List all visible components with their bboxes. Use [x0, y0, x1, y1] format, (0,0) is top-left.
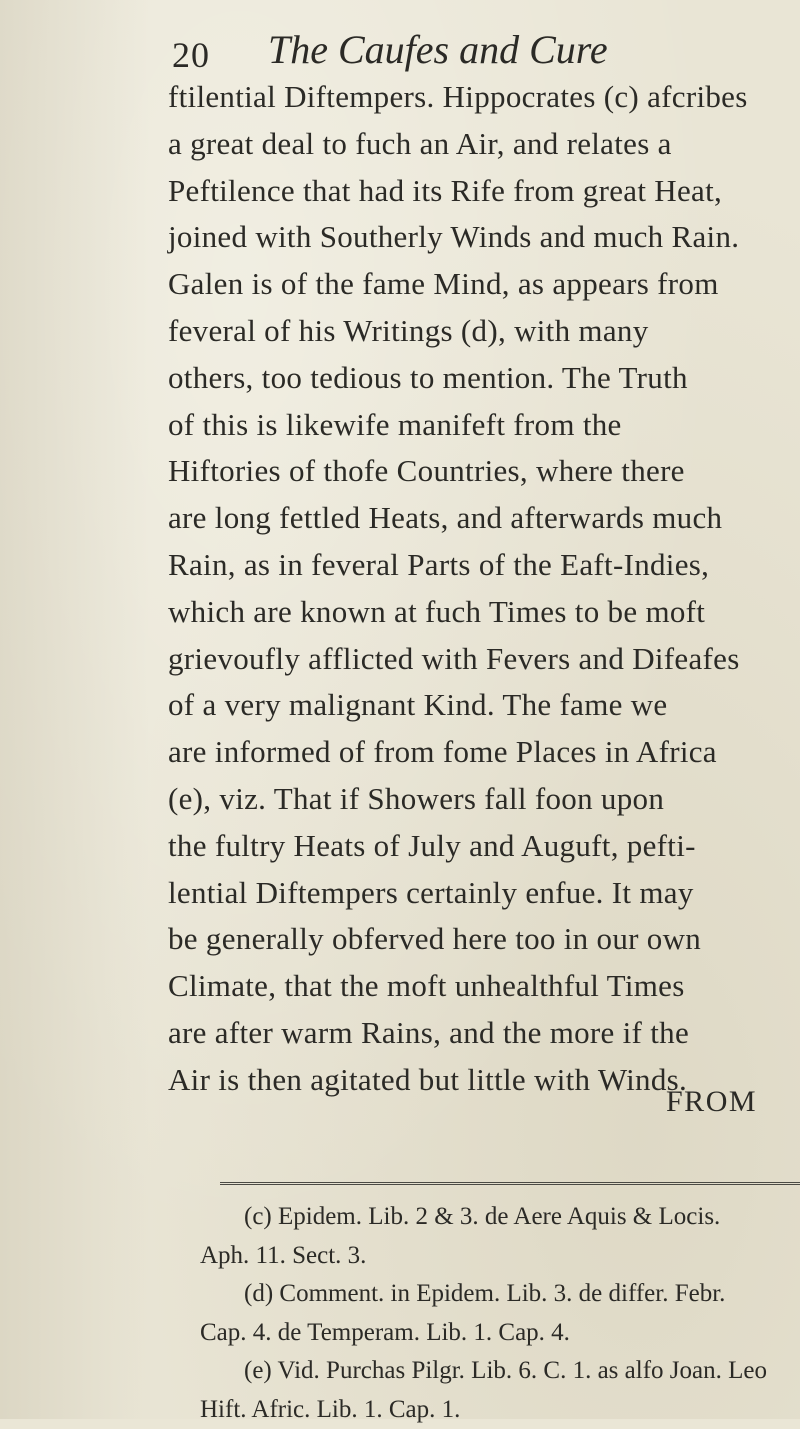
text-line: are long fettled Heats, and afterwards much — [168, 495, 800, 542]
footnote-line: (e) Vid. Purchas Pilgr. Lib. 6. C. 1. as alfo Joan. Leo — [200, 1352, 800, 1391]
running-head — [172, 16, 732, 76]
text-line: Hiftories of thofe Countries, where there — [168, 448, 800, 495]
text-line: Peftilence that had its Rife from great Heat, — [168, 168, 800, 215]
footnote-line: Aph. 11. Sect. 3. — [200, 1237, 800, 1276]
catchword: FROM — [666, 1085, 757, 1119]
text-line: (e), viz. That if Showers fall foon upon — [168, 776, 800, 823]
text-line: of a very malignant Kind. The fame we — [168, 682, 800, 729]
text-line: Galen is of the fame Mind, as appears from — [168, 261, 800, 308]
text-line: of this is likewife manifeft from the — [168, 402, 800, 449]
text-line: Climate, that the moft unhealthful Times — [168, 963, 800, 1010]
footnote-line: Cap. 4. de Temperam. Lib. 1. Cap. 4. — [200, 1314, 800, 1353]
page-number: 20 — [172, 34, 210, 76]
page-gutter-shadow — [0, 0, 150, 1419]
footnote-line: (d) Comment. in Epidem. Lib. 3. de differ. Febr. — [200, 1275, 800, 1314]
footnotes — [200, 1198, 800, 1429]
text-line: Rain, as in feveral Parts of the Eaft-Indies, — [168, 542, 800, 589]
text-line: are informed of from fome Places in Africa — [168, 729, 800, 776]
running-title: The Caufes and Cure — [268, 26, 608, 73]
text-line: which are known at fuch Times to be moft — [168, 589, 800, 636]
text-line: are after warm Rains, and the more if the — [168, 1010, 800, 1057]
text-line: joined with Southerly Winds and much Rain. — [168, 214, 800, 261]
text-line: be generally obferved here too in our own — [168, 916, 800, 963]
text-line: feveral of his Writings (d), with many — [168, 308, 800, 355]
text-line: lential Diftempers certainly enfue. It may — [168, 870, 800, 917]
text-line: the fultry Heats of July and Auguft, pefti- — [168, 823, 800, 870]
body-text — [168, 74, 800, 1104]
footnote-line: Hift. Afric. Lib. 1. Cap. 1. — [200, 1391, 800, 1429]
text-line: others, too tedious to mention. The Truth — [168, 355, 800, 402]
footnote-rule — [220, 1182, 800, 1185]
text-line: Air is then agitated but little with Winds. — [168, 1057, 800, 1104]
text-line: grievoufly afflicted with Fevers and Difeafes — [168, 636, 800, 683]
footnote-line: (c) Epidem. Lib. 2 & 3. de Aere Aquis & Locis. — [200, 1198, 800, 1237]
text-line: ftilential Diftempers. Hippocrates (c) afcribes — [168, 74, 800, 121]
text-line: a great deal to fuch an Air, and relates a — [168, 121, 800, 168]
